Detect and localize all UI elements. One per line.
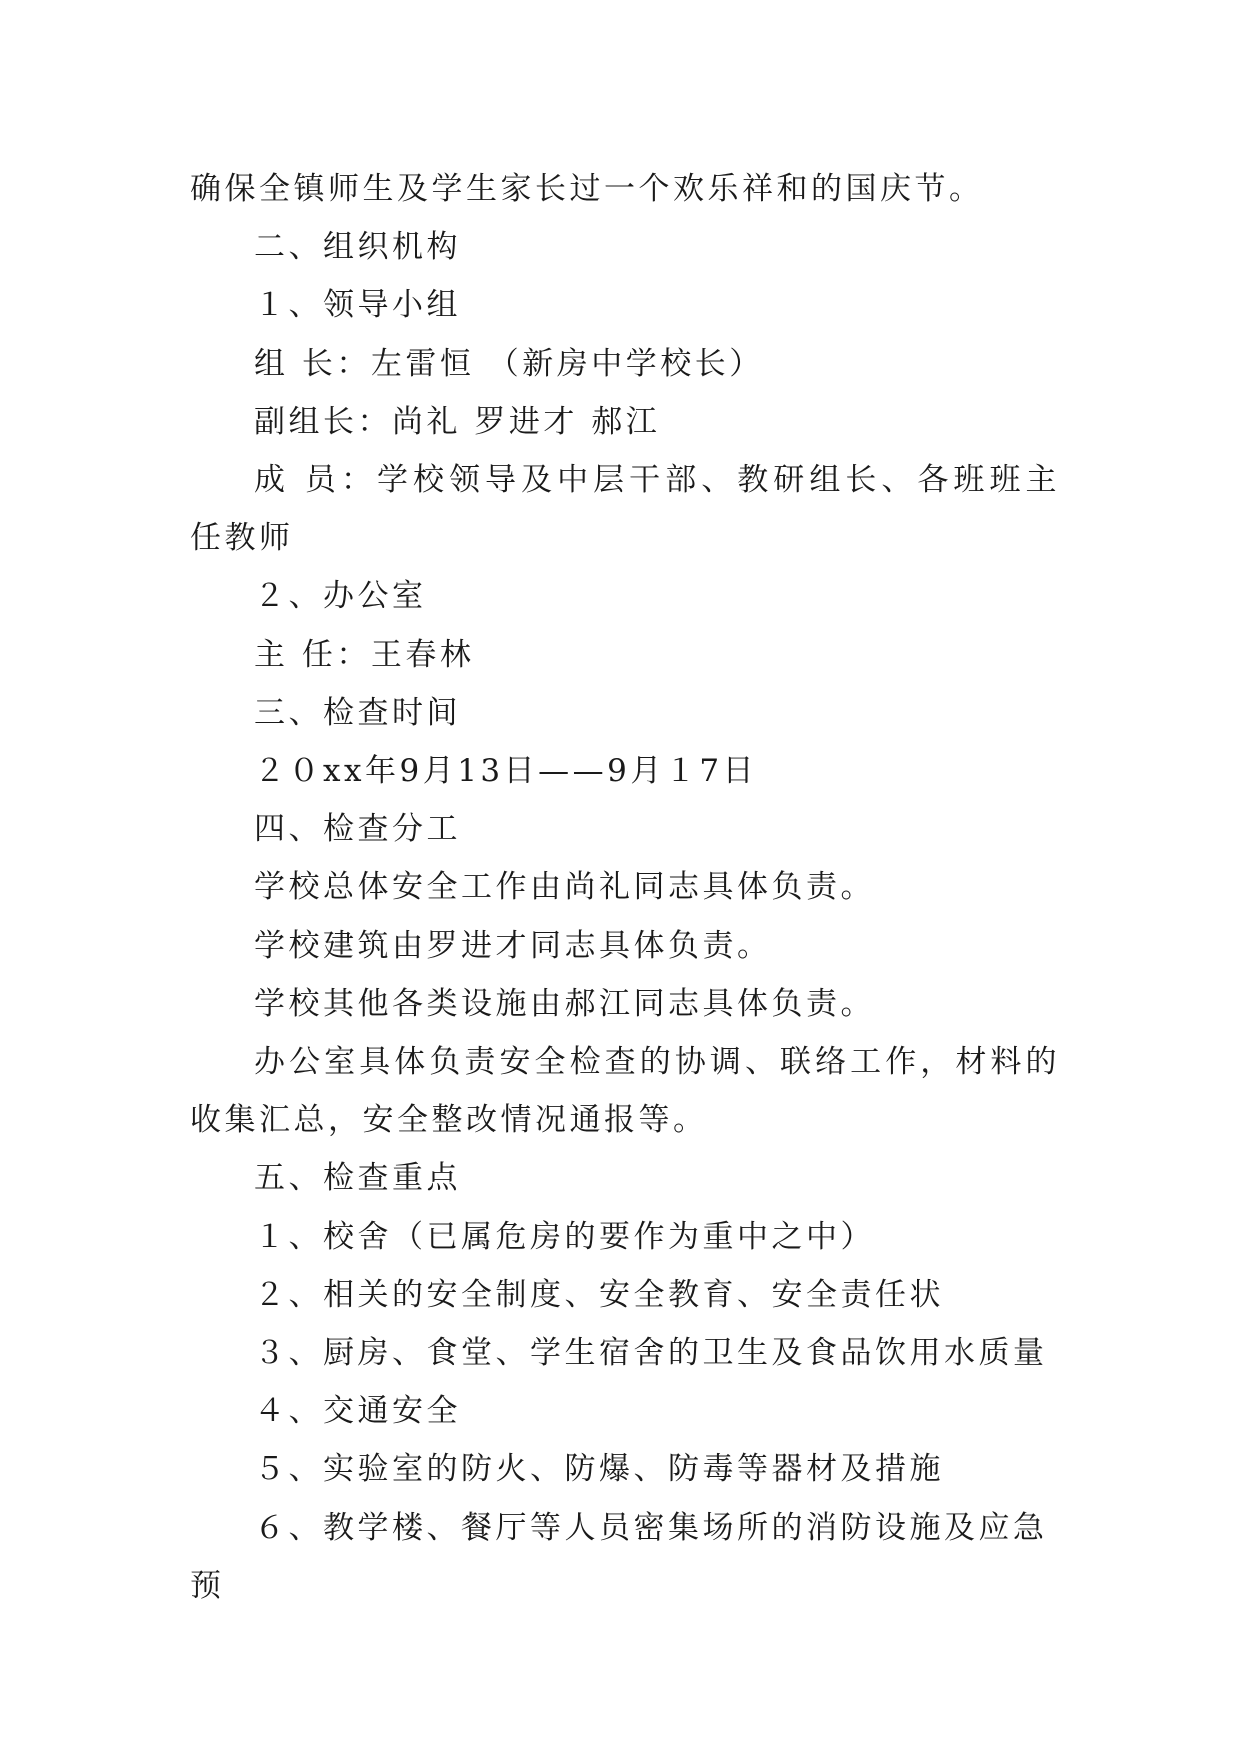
heading-inspection-division: 四、检查分工 xyxy=(254,811,461,848)
focus-item-kitchen-hygiene: ３、厨房、食堂、学生宿舍的卫生及食品饮用水质量 xyxy=(254,1335,1048,1372)
heading-inspection-time: 三、检查时间 xyxy=(254,694,461,731)
focus-item-laboratory: ５、实验室的防火、防爆、防毒等器材及措施 xyxy=(254,1451,944,1488)
focus-item-traffic-safety: ４、交通安全 xyxy=(254,1393,461,1430)
division-line-office: 办公室具体负责安全检查的协调、联络工作，材料的收集汇总，安全整改情况通报等。 xyxy=(190,1044,1060,1139)
subheading-office: ２、办公室 xyxy=(254,578,427,615)
document-body xyxy=(190,160,1060,1615)
division-line-overall-safety: 学校总体安全工作由尚礼同志具体负责。 xyxy=(254,869,875,906)
members-line: 成 员：学校领导及中层干部、教研组长、各班班主任教师 xyxy=(190,462,1060,557)
heading-organization: 二、组织机构 xyxy=(254,229,461,266)
division-line-buildings: 学校建筑由罗进才同志具体负责。 xyxy=(254,927,772,964)
group-leader-line: 组 长：左雷恒 （新房中学校长） xyxy=(254,345,764,382)
deputy-leader-line: 副组长：尚礼 罗进才 郝江 xyxy=(254,403,661,440)
heading-inspection-focus: 五、检查重点 xyxy=(254,1160,461,1197)
paragraph-continuation: 确保全镇师生及学生家长过一个欢乐祥和的国庆节。 xyxy=(190,171,984,207)
subheading-leadership-group: １、领导小组 xyxy=(254,287,461,324)
focus-item-crowded-places: ６、教学楼、餐厅等人员密集场所的消防设施及应急预 xyxy=(190,1509,1048,1604)
inspection-date-range: ２０xx年9月13日——9月１7日 xyxy=(254,753,758,790)
division-line-facilities: 学校其他各类设施由郝江同志具体负责。 xyxy=(254,985,875,1022)
focus-item-school-buildings: １、校舍（已属危房的要作为重中之中） xyxy=(254,1218,875,1255)
office-director-line: 主 任：王春林 xyxy=(254,636,475,673)
focus-item-safety-systems: ２、相关的安全制度、安全教育、安全责任状 xyxy=(254,1276,944,1313)
